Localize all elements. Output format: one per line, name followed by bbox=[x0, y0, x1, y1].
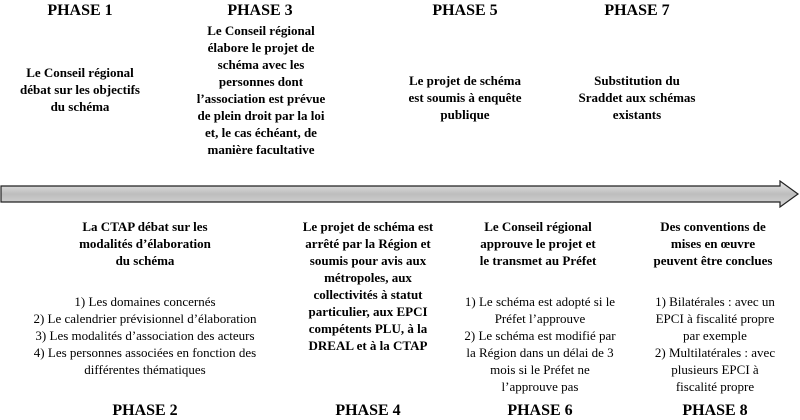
phase-2-item: 2) Le calendrier prévisionnel d’élaboration bbox=[33, 311, 257, 326]
phase-8-item: 2) Multilatérales : avec plusieurs EPCI à fiscalité propre bbox=[654, 345, 776, 394]
phase-1-text: Le Conseil régional débat sur les objectifs du schéma bbox=[19, 65, 140, 114]
phase-2-item: 3) Les modalités d’association des acteurs bbox=[35, 328, 255, 343]
phase-7-text: Substitution du Sraddet aux schémas existants bbox=[578, 73, 696, 122]
phase-2-item: 4) Les personnes associées en fonction des différentes thématiques bbox=[33, 345, 257, 377]
phase-6-title: PHASE 6 bbox=[507, 402, 573, 419]
phase-6-list bbox=[462, 293, 618, 395]
phase-8-item: 1) Bilatérales : avec un EPCI à fiscalité propre par exemple bbox=[655, 294, 775, 343]
phase-2-title: PHASE 2 bbox=[112, 402, 178, 419]
phase-2-item: 1) Les domaines concernés bbox=[74, 294, 216, 309]
phase-6-item: 2) Le schéma est modifié par la Région dans un délai de 3 mois si le Préfet ne l’approuve pas bbox=[464, 328, 616, 394]
phase-4-text: Le projet de schéma est arrêté par la Région et soumis pour avis aux métropoles, aux collectivités à statut particulier, aux EPCI compétents PLU, à la DREAL et à la CTAP bbox=[302, 219, 434, 353]
phase-5-text: Le projet de schéma est soumis à enquête publique bbox=[408, 73, 522, 122]
phase-8-list bbox=[650, 293, 780, 395]
phase-8-text: Des conventions de mises en œuvre peuvent être conclues bbox=[653, 219, 773, 268]
phase-8-title: PHASE 8 bbox=[682, 402, 748, 419]
phase-6-item: 1) Le schéma est adopté si le Préfet l’approuve bbox=[464, 294, 616, 326]
timeline-arrow bbox=[0, 180, 800, 208]
phase-3-text: Le Conseil régional élabore le projet de schéma avec les personnes dont l’association est prévue de plein droit par la loi et, le cas échéant, de manière facultative bbox=[196, 23, 326, 157]
phase-2-text: La CTAP débat sur les modalités d’élaboration du schéma bbox=[79, 219, 211, 268]
phase-5-title: PHASE 5 bbox=[432, 2, 498, 19]
phase-6-text: Le Conseil régional approuve le projet et le transmet au Préfet bbox=[479, 219, 597, 268]
phase-3-title: PHASE 3 bbox=[227, 2, 293, 19]
phase-1-title: PHASE 1 bbox=[47, 2, 113, 19]
phase-7-title: PHASE 7 bbox=[604, 2, 670, 19]
phase-2-list bbox=[0, 293, 290, 378]
phase-4-title: PHASE 4 bbox=[335, 402, 401, 419]
